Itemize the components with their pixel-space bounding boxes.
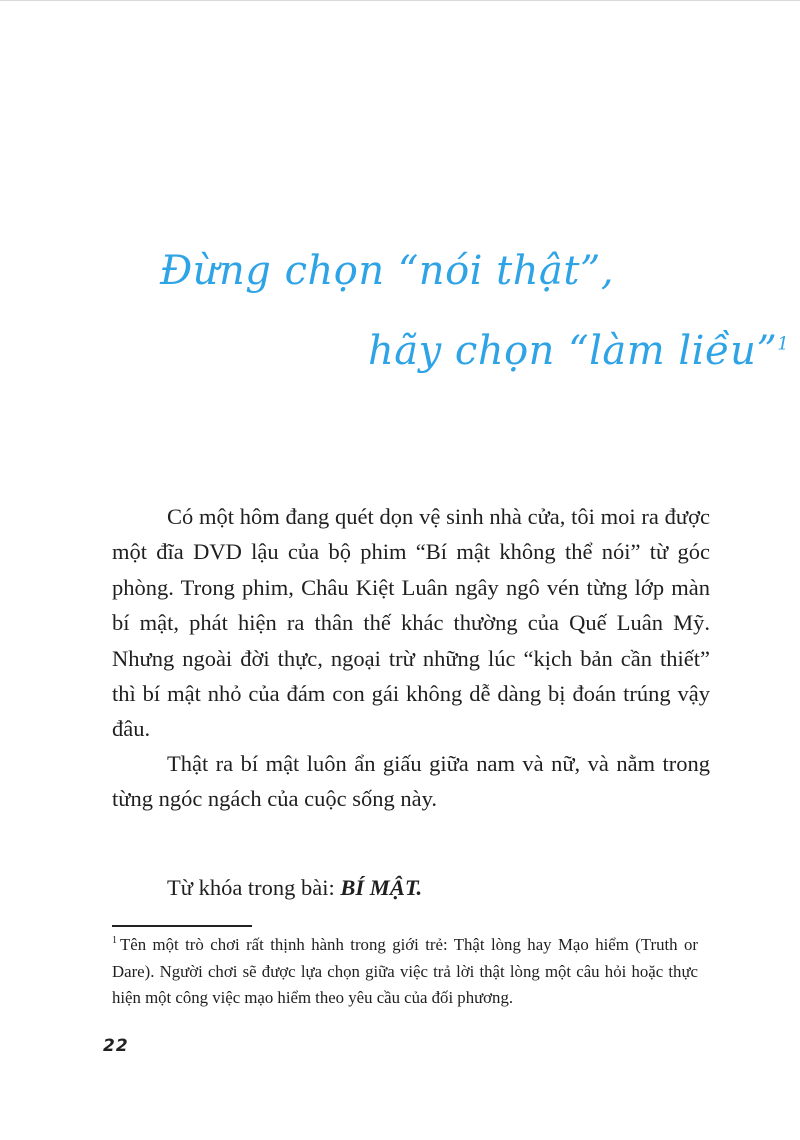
footnote-text: Tên một trò chơi rất thịnh hành trong giới trẻ: Thật lòng hay Mạo hiểm (Truth or Dare). Người chơi sẽ được lựa chọn giữa việc trả lời thật lòng một câu hỏi hoặc thực hiện một công việc mạo hiểm theo yêu cầu của đối phương. bbox=[112, 935, 698, 1007]
chapter-title-line-2-text: hãy chọn “làm liều” bbox=[368, 328, 778, 374]
page-number: 22 bbox=[103, 1036, 129, 1056]
body-paragraph-1 bbox=[112, 499, 710, 747]
footnote bbox=[112, 932, 698, 1012]
keyword-label: Từ khóa trong bài: bbox=[167, 875, 341, 900]
footnote-divider bbox=[112, 925, 252, 927]
chapter-title-line-2 bbox=[368, 328, 789, 374]
chapter-title-line-1: Đừng chọn “nói thật”, bbox=[160, 248, 615, 294]
footnote-ref-marker: 1 bbox=[777, 333, 790, 355]
paragraph-text: Có một hôm đang quét dọn vệ sinh nhà cửa, tôi moi ra được một đĩa DVD lậu của bộ phim “Bí mật không thể nói” từ góc phòng. Trong phim, Châu Kiệt Luân ngây ngô vén từng lớp màn bí mật, phát hiện ra thân thế khác thường của Quế Luân Mỹ. Nhưng ngoài đời thực, ngoại trừ những lúc “kịch bản cần thiết” thì bí mật nhỏ của đám con gái không dễ dàng bị đoán trúng vậy đâu. bbox=[112, 504, 710, 742]
footnote-marker: 1 bbox=[112, 935, 117, 947]
keyword-line bbox=[167, 870, 422, 905]
paragraph-text: Thật ra bí mật luôn ẩn giấu giữa nam và nữ, và nằm trong từng ngóc ngách của cuộc sống này. bbox=[112, 751, 710, 812]
keyword-value: BÍ MẬT. bbox=[340, 875, 423, 900]
body-paragraph-2 bbox=[112, 746, 710, 817]
